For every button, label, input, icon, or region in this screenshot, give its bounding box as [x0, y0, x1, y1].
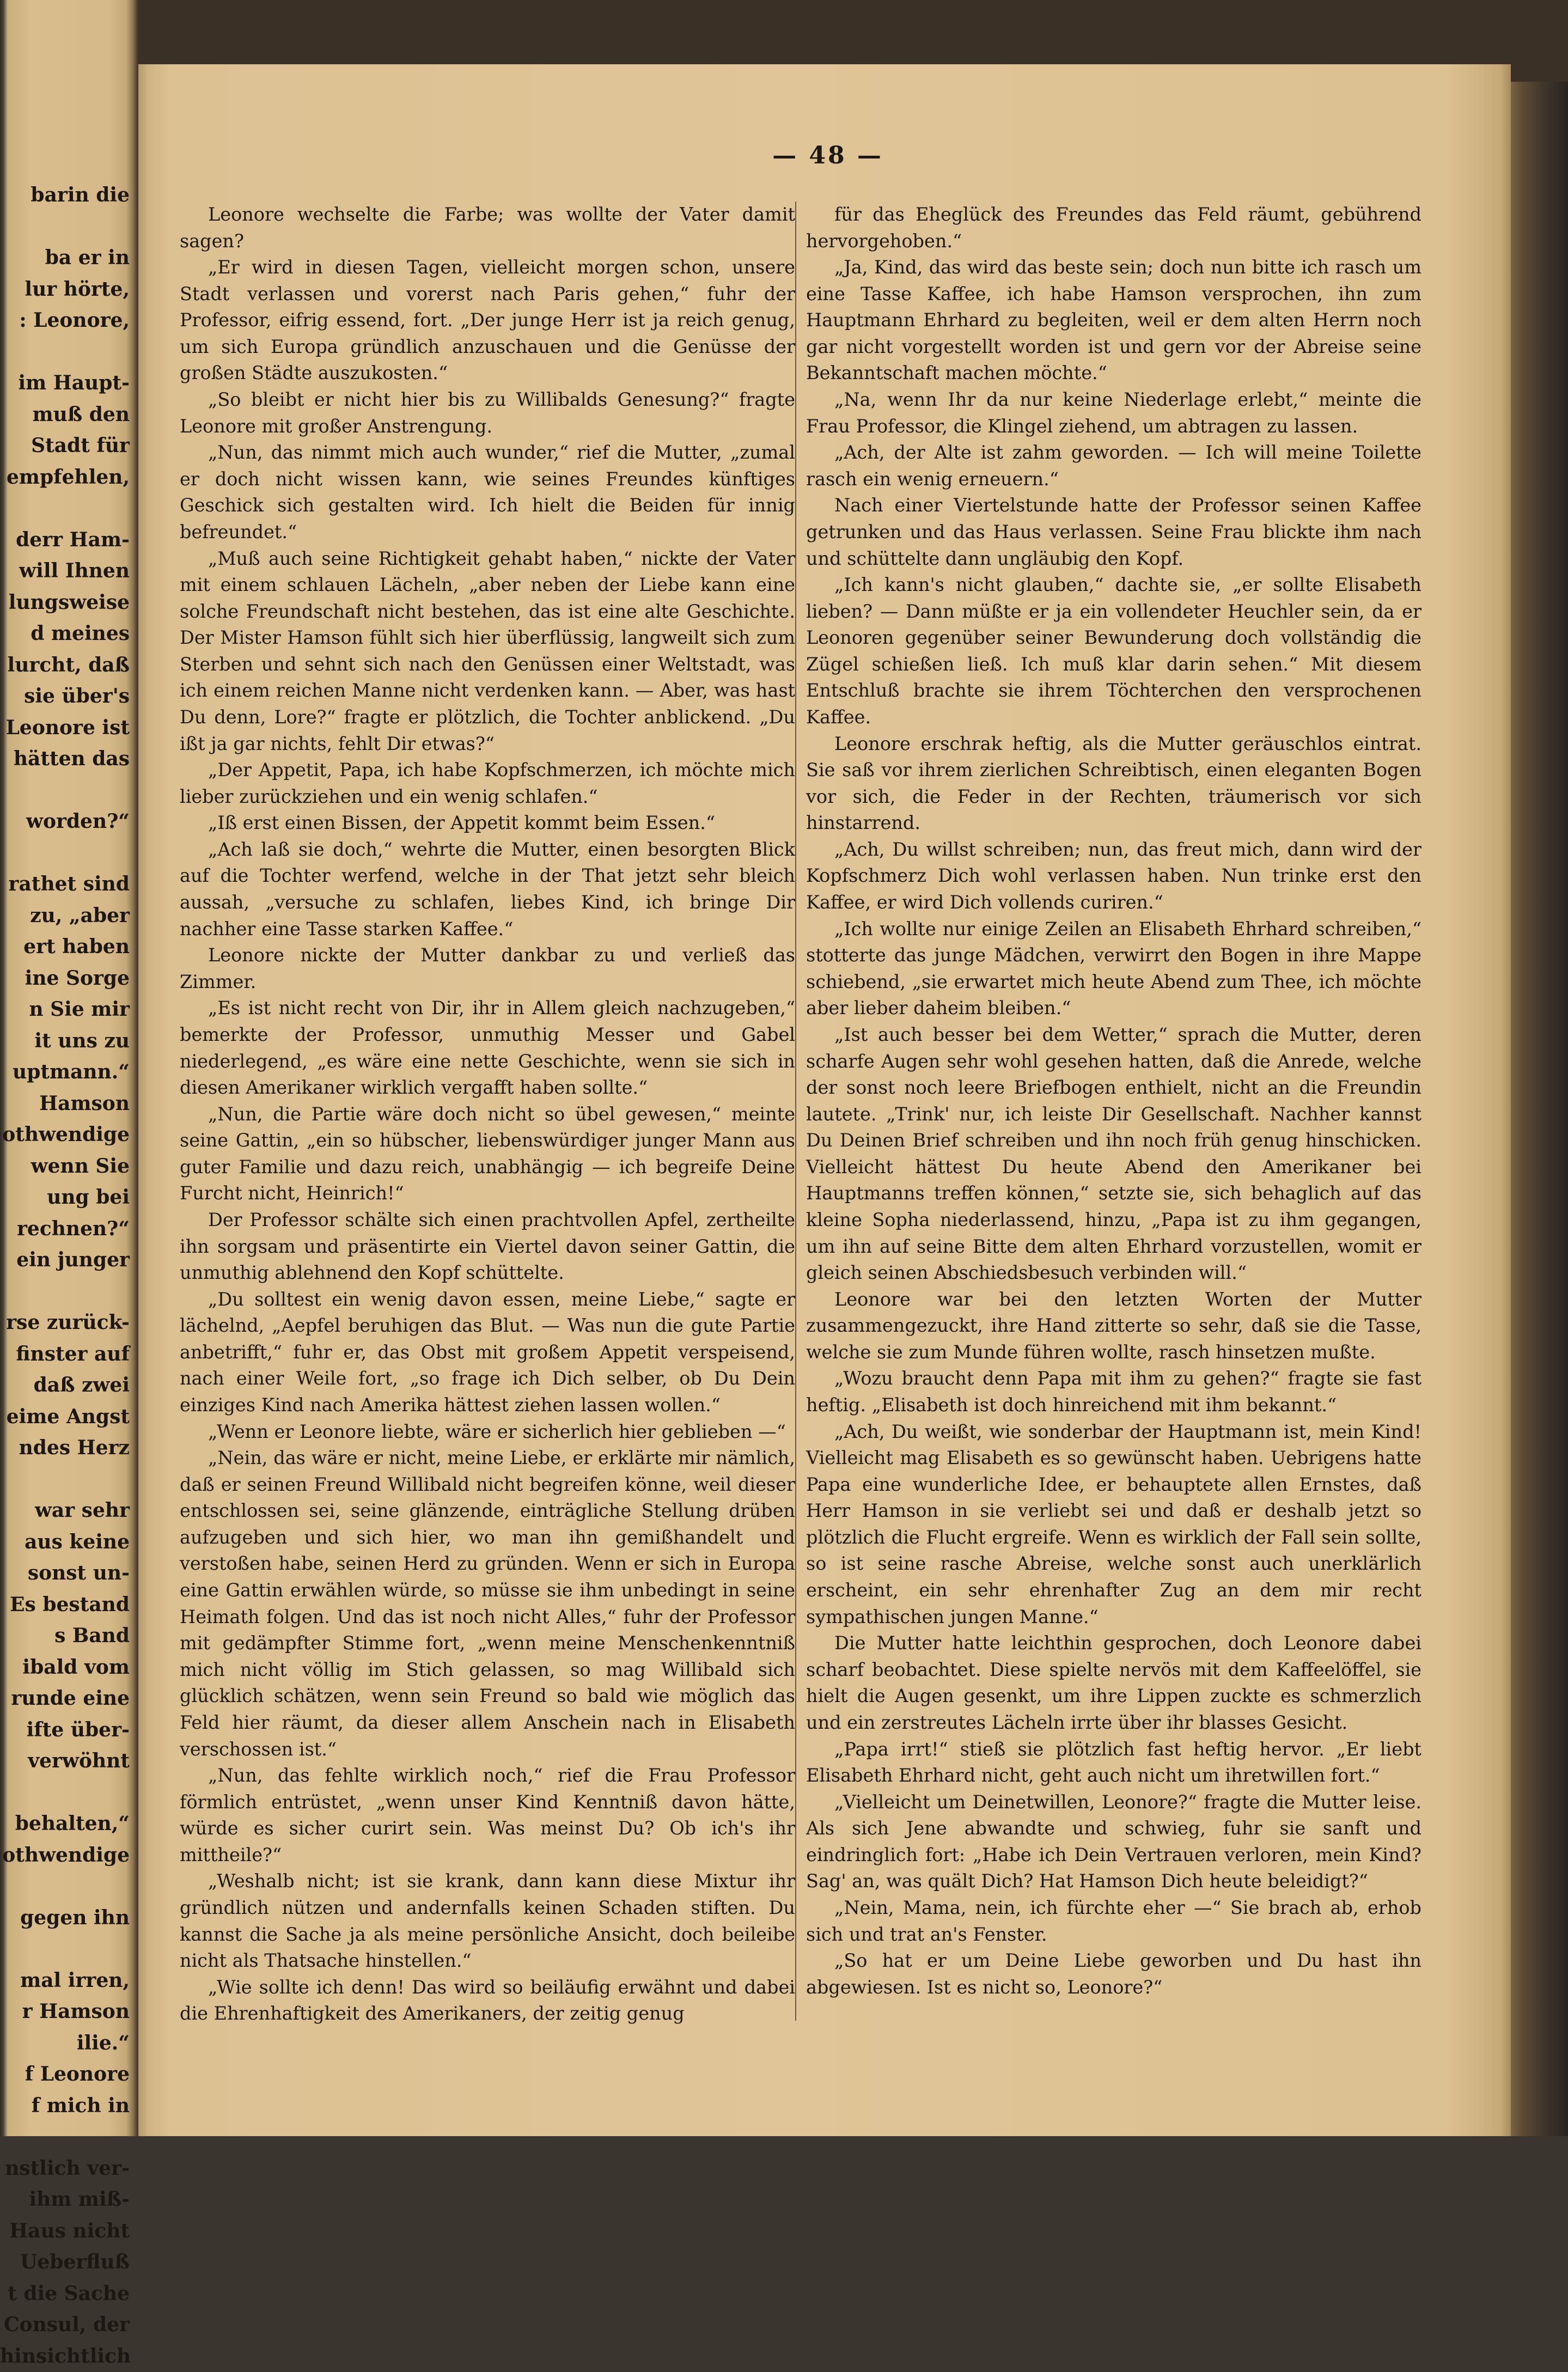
fragment-line: hätten das	[0, 743, 130, 775]
fragment-line: will Ihnen	[0, 556, 130, 587]
paragraph: „Nein, Mama, nein, ich fürchte eher —“ Sie brach ab, erhob sich und trat an's Fenster.	[806, 1895, 1421, 1948]
fragment-line: s Band	[0, 1620, 130, 1652]
fragment-line: ine Sorge	[0, 963, 130, 995]
fragment-line	[0, 1871, 130, 1903]
paragraph: „Nun, das fehlte wirklich noch,“ rief die Frau Professor förmlich entrüstet, „wenn unser Kind Kenntniß davon hätte, würde es sicher curirt sein. Was meinst Du? Ob ich's ihr mittheile?“	[180, 1763, 795, 1868]
fragment-line: finster auf	[0, 1339, 130, 1370]
fragment-line: ein junger	[0, 1245, 130, 1276]
paragraph: Nach einer Viertelstunde hatte der Professor seinen Kaffee getrunken und das Haus verlassen. Seine Frau blickte ihm nach und schüttelte dann ungläubig den Kopf.	[806, 492, 1421, 572]
fragment-line: hinsichtlich	[0, 2341, 130, 2372]
fragment-line: lungsweise	[0, 587, 130, 619]
paragraph: „Nein, das wäre er nicht, meine Liebe, er erklärte mir nämlich, daß er seinen Freund Willibald nicht begreifen könne, weil dieser entschlossen sei, seine glänzende, einträgliche Stellung drüben aufzugeben und sich hier, wo man ihn gemißhandelt und verstoßen habe, seinen Herd zu gründen. Wenn er sich in Europa eine Gattin erwählen würde, so müsse sie ihm unbedingt in seine Heimath folgen. Und das ist noch nicht Alles,“ fuhr der Professor mit gedämpfter Stimme fort, „wenn meine Menschenkenntniß mich nicht völlig im Stich gelassen, so mag Willibald sich glücklich schätzen, wenn sein Freund so bald wie möglich das Feld hier räumt, da dieser allem Anschein nach in Elisabeth verschossen ist.“	[180, 1445, 795, 1763]
text-column-right	[806, 202, 1421, 2001]
paragraph: „Ach, Du weißt, wie sonderbar der Hauptmann ist, mein Kind! Vielleicht mag Elisabeth es so gewünscht haben. Uebrigens hatte Papa eine wunderliche Idee, er behauptete allen Ernstes, daß Herr Hamson in sie verliebt sei und daß er deshalb jetzt so plötzlich die Flucht ergreife. Wenn es wirklich der Fall sein sollte, so ist seine rasche Abreise, welche sonst auch unerklärlich erscheint, ein sehr ehrenhafter Zug an dem mir recht sympathischen jungen Manne.“	[806, 1419, 1421, 1631]
paragraph: Der Professor schälte sich einen prachtvollen Apfel, zertheilte ihn sorgsam und präsentirte ein Viertel davon seiner Gattin, die unmuthig ablehnend den Kopf schüttelte.	[180, 1207, 795, 1286]
paragraph: „Der Appetit, Papa, ich habe Kopfschmerzen, ich möchte mich lieber zurückziehen und ein wenig schlafen.“	[180, 757, 795, 810]
fragment-line: runde eine	[0, 1683, 130, 1715]
fragment-line: rathet sind	[0, 869, 130, 900]
fragment-line: : Leonore,	[0, 305, 130, 337]
fragment-line: Hamson	[0, 1088, 130, 1120]
fragment-line: im Haupt-	[0, 368, 130, 399]
paragraph: „So hat er um Deine Liebe geworben und Du hast ihn abgewiesen. Ist es nicht so, Leonore?“	[806, 1948, 1421, 2001]
fragment-line: ba er in	[0, 242, 130, 274]
fragment-line: aus keine	[0, 1527, 130, 1558]
paragraph: „Papa irrt!“ stieß sie plötzlich fast heftig hervor. „Er liebt Elisabeth Ehrhard nicht, geht auch nicht um ihretwillen fort.“	[806, 1736, 1421, 1789]
text-column-left	[180, 202, 795, 2027]
fragment-line	[0, 493, 130, 525]
paragraph: Leonore erschrak heftig, als die Mutter geräuschlos eintrat. Sie saß vor ihrem zierlichen Schreibtisch, einen eleganten Bogen vor sich, die Feder in der Rechten, träumerisch vor sich hinstarrend.	[806, 731, 1421, 837]
fragment-line: zu, „aber	[0, 900, 130, 932]
fragment-line	[0, 1276, 130, 1308]
fragment-line: barin die	[0, 180, 130, 211]
fragment-line: n Sie mir	[0, 994, 130, 1026]
paragraph: „Vielleicht um Deinetwillen, Leonore?“ fragte die Mutter leise. Als sich Jene abwandte und schwieg, fuhr sie sanft und eindringlich fort: „Habe ich Dein Vertrauen verloren, mein Kind? Sag' an, was quält Dich? Hat Hamson Dich heute beleidigt?“	[806, 1789, 1421, 1895]
fragment-line: sie über's	[0, 681, 130, 712]
fragment-line	[0, 2121, 130, 2153]
page-edge	[1511, 82, 1568, 2136]
fragment-line: empfehlen,	[0, 462, 130, 493]
paragraph: „Wenn er Leonore liebte, wäre er sicherlich hier geblieben —“	[180, 1419, 795, 1446]
page-number: — 48 —	[741, 142, 915, 169]
fragment-line	[0, 211, 130, 243]
paragraph: Die Mutter hatte leichthin gesprochen, doch Leonore dabei scharf beobachtet. Diese spielte nervös mit dem Kaffeelöffel, sie hielt die Augen gesenkt, um ihre Lippen zuckte es schmerzlich und ein zerstreutes Lächeln irrte über ihr blasses Gesicht.	[806, 1630, 1421, 1736]
fragment-line: sonst un-	[0, 1558, 130, 1589]
fragment-line	[0, 1777, 130, 1809]
fragment-line: lur hörte,	[0, 274, 130, 306]
fragment-line: ung bei	[0, 1182, 130, 1214]
paragraph: „So bleibt er nicht hier bis zu Willibalds Genesung?“ fragte Leonore mit großer Anstrengung.	[180, 387, 795, 440]
paragraph: „Na, wenn Ihr da nur keine Niederlage erlebt,“ meinte die Frau Professor, die Klingel ziehend, um abtragen zu lassen.	[806, 387, 1421, 440]
fragment-line	[0, 337, 130, 368]
fragment-line: derr Ham-	[0, 525, 130, 556]
paragraph: „Es ist nicht recht von Dir, ihr in Allem gleich nachzugeben,“ bemerkte der Professor, unmuthig Messer und Gabel niederlegend, „es wäre eine nette Geschichte, wenn sie sich in diesen Amerikaner wirklich vergafft haben sollte.“	[180, 995, 795, 1101]
fragment-line: ifte über-	[0, 1715, 130, 1746]
paragraph: „Wie sollte ich denn! Das wird so beiläufig erwähnt und dabei die Ehrenhaftigkeit des Amerikaners, der zeitig genug	[180, 1974, 795, 2027]
fragment-line: worden?“	[0, 806, 130, 838]
paragraph: „Muß auch seine Richtigkeit gehabt haben,“ nickte der Vater mit einem schlauen Lächeln, „aber neben der Liebe kann eine solche Freundschaft nicht bestehen, das ist eine alte Geschichte. Der Mister Hamson fühlt sich hier überflüssig, langweilt sich zum Sterben und sehnt sich nach den Genüssen einer Weltstadt, was ich einem reichen Manne nicht verdenken kann. — Aber, was hast Du denn, Lore?“ fragte er plötzlich, die Tochter anblickend. „Du ißt ja gar nichts, fehlt Dir etwas?“	[180, 546, 795, 758]
fragment-line: f Leonore	[0, 2059, 130, 2090]
fragment-line: nstlich ver-	[0, 2153, 130, 2185]
paragraph: „Du solltest ein wenig davon essen, meine Liebe,“ sagte er lächelnd, „Aepfel beruhigen das Blut. — Was nun die gute Partie anbetrifft,“ fuhr er, das Obst mit großem Appetit verspeisend, nach einer Weile fort, „so frage ich Dich selber, ob Du Dein einziges Kind nach Amerika hättest ziehen lassen wollen.“	[180, 1286, 795, 1419]
paragraph: „Ist auch besser bei dem Wetter,“ sprach die Mutter, deren scharfe Augen sehr wohl gesehen hatten, daß die Anrede, welche der sonst noch leere Briefbogen enthielt, nicht an die Freundin lautete. „Trink' nur, ich leiste Dir Gesellschaft. Nachher kannst Du Deinen Brief schreiben und ihn noch früh genug hinschicken. Vielleicht hättest Du heute Abend den Amerikaner bei Hauptmanns treffen können,“ setzte sie, sich behaglich auf das kleine Sopha niederlassend, hinzu, „Papa ist zu ihm gegangen, um ihn auf seine Bitte dem alten Ehrhard vorzustellen, womit er gleich seinen Abschiedsbesuch verbinden will.“	[806, 1022, 1421, 1286]
fragment-line: Haus nicht	[0, 2216, 130, 2247]
fragment-line: othwendige	[0, 1840, 130, 1871]
paragraph: „Ach, Du willst schreiben; nun, das freut mich, dann wird der Kopfschmerz Dich wohl verlassen haben. Nun trinke erst den Kaffee, er wird Dich vollends curiren.“	[806, 837, 1421, 916]
fragment-line: muß den	[0, 399, 130, 431]
left-page-fragment	[0, 180, 130, 1977]
fragment-line: ihm miß-	[0, 2184, 130, 2216]
fragment-line	[0, 775, 130, 807]
fragment-line: d meines	[0, 618, 130, 650]
fragment-line: verwöhnt	[0, 1746, 130, 1777]
fragment-line: ndes Herz	[0, 1432, 130, 1464]
paragraph: „Weshalb nicht; ist sie krank, dann kann diese Mixtur ihr gründlich nützen und andernfalls keinen Schaden stiften. Du kannst die Sache ja als meine persönliche Ansicht, doch beileibe nicht als Thatsache hinstellen.“	[180, 1868, 795, 1974]
fragment-line: uptmann.“	[0, 1057, 130, 1088]
fragment-line: war sehr	[0, 1495, 130, 1527]
column-divider	[795, 202, 796, 2021]
paragraph: Leonore wechselte die Farbe; was wollte der Vater damit sagen?	[180, 202, 795, 254]
fragment-line	[0, 1934, 130, 1965]
fragment-line: lurcht, daß	[0, 650, 130, 681]
fragment-line: behalten,“	[0, 1808, 130, 1840]
fragment-line: eime Angst	[0, 1401, 130, 1433]
paragraph: „Ich wollte nur einige Zeilen an Elisabeth Ehrhard schreiben,“ stotterte das junge Mädchen, verwirrt den Bogen in ihre Mappe schiebend, „sie erwartet mich heute Abend zum Thee, ich möchte aber lieber daheim bleiben.“	[806, 916, 1421, 1022]
fragment-line: Stadt für	[0, 430, 130, 462]
paragraph: „Wozu braucht denn Papa mit ihm zu gehen?“ fragte sie fast heftig. „Elisabeth ist doch hinreichend mit ihm bekannt.“	[806, 1365, 1421, 1418]
fragment-line: wenn Sie	[0, 1151, 130, 1182]
paragraph: Leonore nickte der Mutter dankbar zu und verließ das Zimmer.	[180, 942, 795, 995]
fragment-line: mal irren,	[0, 1965, 130, 1997]
fragment-line: ilie.“	[0, 2028, 130, 2059]
fragment-line	[0, 1464, 130, 1496]
fragment-line: rse zurück-	[0, 1307, 130, 1339]
paragraph: „Iß erst einen Bissen, der Appetit kommt beim Essen.“	[180, 810, 795, 837]
fragment-line: Ueberfluß	[0, 2247, 130, 2278]
fragment-line: ert haben	[0, 931, 130, 963]
fragment-line: it uns zu	[0, 1026, 130, 1057]
paragraph: „Ich kann's nicht glauben,“ dachte sie, „er sollte Elisabeth lieben? — Dann müßte er ja ein vollendeter Heuchler sein, da er Leonoren gegenüber seiner Bewunderung doch vollständig die Zügel schießen ließ. Ich muß klar darin sehen.“ Mit diesem Entschluß brachte sie ihrem Töchterchen den versprochenen Kaffee.	[806, 572, 1421, 730]
fragment-line: daß zwei	[0, 1370, 130, 1401]
fragment-line: othwendige	[0, 1119, 130, 1151]
fragment-line: t die Sache	[0, 2278, 130, 2310]
fragment-line: gegen ihn	[0, 1903, 130, 1934]
paragraph: Leonore war bei den letzten Worten der Mutter zusammengezuckt, ihre Hand zitterte so sehr, daß sie die Tasse, welche sie zum Munde führen wollte, rasch hinsetzen mußte.	[806, 1286, 1421, 1366]
fragment-line: rechnen?“	[0, 1214, 130, 1245]
fragment-line: Leonore ist	[0, 712, 130, 744]
paragraph: „Nun, das nimmt mich auch wunder,“ rief die Mutter, „zumal er doch nicht wissen kann, wie seines Freundes künftiges Geschick sich gestalten wird. Ich hielt die Beiden für innig befreundet.“	[180, 440, 795, 545]
paragraph: für das Eheglück des Freundes das Feld räumt, gebührend hervorgehoben.“	[806, 202, 1421, 254]
paragraph: „Ach, der Alte ist zahm geworden. — Ich will meine Toilette rasch ein wenig erneuern.“	[806, 440, 1421, 492]
fragment-line: f mich in	[0, 2090, 130, 2122]
paragraph: „Er wird in diesen Tagen, vielleicht morgen schon, unsere Stadt verlassen und vorerst nach Paris gehen,“ fuhr der Professor, eifrig essend, fort. „Der junge Herr ist ja reich genug, um sich Europa gründlich anzuschauen und die Genüsse der großen Städte auszukosten.“	[180, 254, 795, 387]
fragment-line: Consul, der	[0, 2309, 130, 2341]
fragment-line: ibald vom	[0, 1652, 130, 1684]
paragraph: „Ach laß sie doch,“ wehrte die Mutter, einen besorgten Blick auf die Tochter werfend, welche in der That jetzt sehr bleich aussah, „versuche zu schlafen, liebes Kind, ich bringe Dir nachher eine Tasse starken Kaffee.“	[180, 837, 795, 942]
fragment-line	[0, 838, 130, 869]
fragment-line: Es bestand	[0, 1589, 130, 1621]
paragraph: „Nun, die Partie wäre doch nicht so übel gewesen,“ meinte seine Gattin, „ein so hübscher, liebenswürdiger junger Mann aus guter Familie und dazu reich, unabhängig — ich begreife Deine Furcht nicht, Heinrich!“	[180, 1101, 795, 1207]
paragraph: „Ja, Kind, das wird das beste sein; doch nun bitte ich rasch um eine Tasse Kaffee, ich habe Hamson versprochen, ihn zum Hauptmann Ehrhard zu begleiten, weil er dem alten Herrn noch gar nicht vorgestellt worden ist und gern vor der Abreise seine Bekanntschaft machen möchte.“	[806, 254, 1421, 387]
fragment-line: r Hamson	[0, 1996, 130, 2028]
